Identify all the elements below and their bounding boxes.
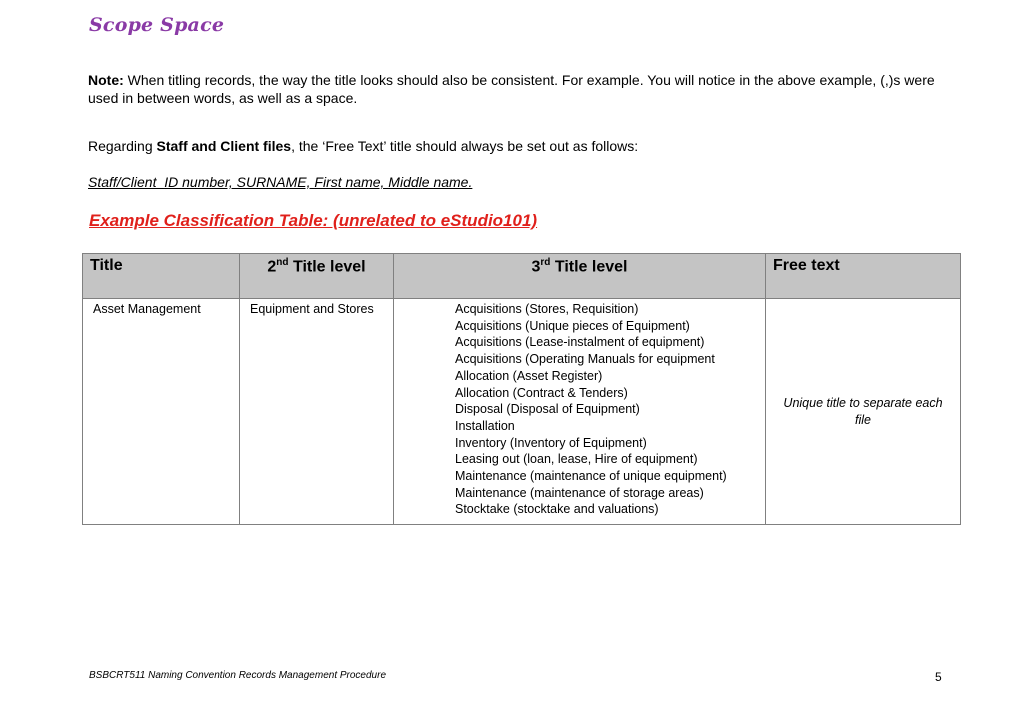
list-item: Disposal (Disposal of Equipment) [455,402,640,417]
cell-title: Asset Management [83,299,240,525]
list-item: Allocation (Asset Register) [455,368,603,383]
note-label: Note: [88,72,124,88]
regarding-pre: Regarding [88,138,157,154]
table-row [83,299,961,525]
header-title: Title [83,254,240,299]
note-text: When titling records, the way the title looks should also be consistent. For example. You will notice in the above example, (,)s were used in between words, as well as a space. [88,72,935,106]
header-free-text: Free text [766,254,961,299]
regarding-paragraph [88,137,948,155]
list-item: Installation [455,418,515,433]
list-item: Stocktake (stocktake and valuations) [455,502,659,517]
list-item: Acquisitions (Lease-instalment of equipment) [455,335,705,350]
cell-free-text: Unique title to separate each file [766,299,961,525]
list-item: Leasing out (loan, lease, Hire of equipment) [455,452,698,467]
regarding-post: , the ‘Free Text’ title should always be set out as follows: [291,138,639,154]
list-item: Maintenance (maintenance of unique equipment) [455,469,727,484]
format-line: Staff/Client ID number, SURNAME, First name, Middle name. [88,174,473,190]
list-item: Allocation (Contract & Tenders) [455,385,628,400]
scope-space-logo: Scope Space [89,14,225,36]
list-item: Inventory (Inventory of Equipment) [455,435,647,450]
table-header-row [83,254,961,299]
list-item: Acquisitions (Operating Manuals for equipment [455,352,715,367]
header-second-level: 2nd Title level [240,254,394,299]
footer-doc-title: BSBCRT511 Naming Convention Records Management Procedure [89,670,387,681]
note-paragraph [88,71,948,107]
header-third-level: 3rd Title level [394,254,766,299]
list-item: Acquisitions (Stores, Requisition) [455,302,639,316]
regarding-bold: Staff and Client files [156,138,292,154]
list-item: Acquisitions (Unique pieces of Equipment) [455,318,690,333]
list-item: Maintenance (maintenance of storage areas) [455,485,704,500]
example-heading: Example Classification Table: (unrelated to eStudio101) [89,211,538,230]
cell-third-level [394,299,766,525]
classification-table [82,253,961,525]
cell-second-level: Equipment and Stores [240,299,394,525]
page-number: 5 [935,670,942,684]
